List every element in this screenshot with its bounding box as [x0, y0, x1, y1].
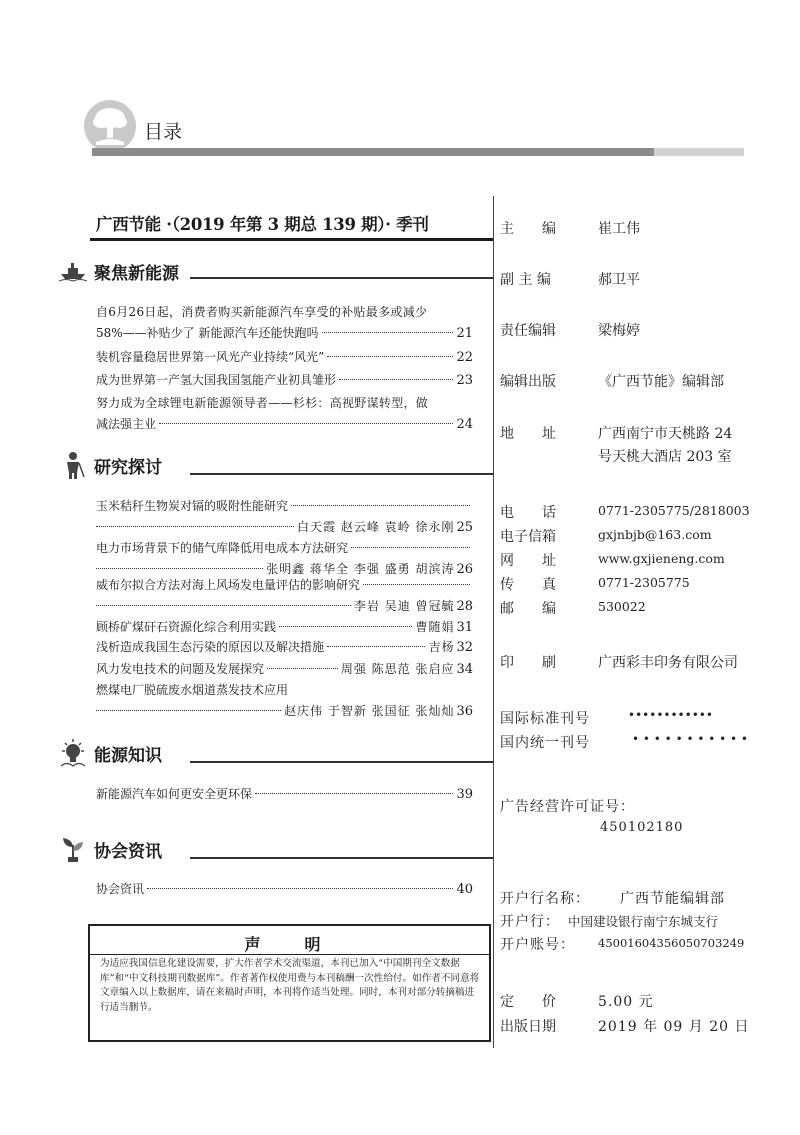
entry-row [96, 637, 473, 658]
header-bar [92, 148, 654, 156]
issn-value: •••••••••••• [628, 708, 713, 722]
entry-authors: 曹随娟 [415, 620, 455, 634]
publisher-label: 编辑出版 [500, 374, 556, 390]
lightbulb-icon [58, 740, 88, 766]
toc-entry[interactable] [96, 617, 473, 638]
entry-title: 电力市场背景下的储气库降低用电成本方法研究 [96, 541, 349, 555]
section-title: 聚焦新能源 [94, 263, 179, 284]
page-number: 40 [456, 882, 473, 897]
notice-text: 为适应我国信息化建设需要，扩大作者学术交流渠道，本刊已加入“中国期刊全文数据库”和“中文科技期刊数据库”。作者著作权使用费与本刊稿酬一次性给付。如作者不同意将文章编入以上数据库，请在来稿时声明，本刊将作适当处理。同时，本刊对部分转摘稿进行适当删节。 [100, 958, 480, 1013]
email-label: 电子信箱 [500, 529, 556, 545]
issue-title: 广西节能 ·（2019 年第 3 期总 139 期）· 季刊 [96, 215, 429, 234]
page-number: 22 [456, 350, 473, 365]
entry-row [96, 575, 473, 596]
pubdate-value: 2019 年 09 月 20 日 [598, 1019, 750, 1035]
dot-leader [327, 356, 453, 357]
page-title: 目录 [144, 121, 183, 143]
dot-leader [363, 584, 470, 585]
entry-title: 装机容量稳居世界第一风光产业持续“风光” [96, 350, 325, 364]
section-header-research [58, 452, 162, 478]
ad-license-label: 广告经营许可证号： [500, 799, 635, 815]
bank-value: 中国建设银行南宁东城支行 [568, 914, 719, 929]
entry-authors: 李岩 吴迪 曾冠毓 [353, 599, 455, 613]
toc-entry[interactable] [96, 538, 473, 580]
publisher-value: 《广西节能》编辑部 [598, 374, 724, 390]
logo-icon [84, 100, 136, 152]
entry-row [96, 323, 473, 344]
responsible-editor-label: 责任编辑 [500, 323, 556, 339]
dot-leader [96, 568, 263, 569]
entry-title: 减法强主业 [96, 417, 157, 431]
section-rule [190, 761, 493, 763]
fax-value: 0771-2305775 [598, 575, 690, 590]
dot-leader [147, 888, 453, 889]
page-number: 31 [456, 620, 473, 635]
email-value[interactable]: gxjnbjb@163.com [598, 527, 712, 542]
section-rule [190, 277, 493, 279]
bank-label: 开户行： [500, 914, 560, 930]
section-header-focus [58, 258, 179, 284]
address-label: 地 址 [500, 426, 556, 442]
page-number: 36 [456, 704, 473, 719]
toc-entry[interactable] [96, 393, 473, 435]
entry-title: 顾桥矿煤矸石资源化综合利用实践 [96, 620, 277, 634]
dot-leader [96, 710, 281, 711]
toc-entry[interactable] [96, 575, 473, 617]
ship-icon [58, 258, 88, 284]
toc-entry[interactable] [96, 302, 473, 344]
page-number: 25 [456, 520, 473, 535]
page-number: 21 [456, 326, 473, 341]
page-number: 39 [456, 787, 473, 802]
entry-authors: 赵庆伟 于智新 张国征 张灿灿 [284, 704, 455, 718]
issn-label: 国际标准刊号 [500, 711, 590, 727]
toc-entry[interactable] [96, 659, 473, 680]
section-header-knowledge [58, 740, 162, 766]
entry-authors: 张明鑫 蒋华全 李强 盛勇 胡滨涛 [266, 562, 455, 576]
website-value[interactable]: www.gxjieneng.com [598, 551, 725, 566]
header-bar-light [654, 148, 744, 156]
zip-label: 邮 编 [500, 601, 556, 617]
toc-entry[interactable] [96, 879, 473, 900]
entry-title: 威布尔拟合方法对海上风场发电量评估的影响研究 [96, 578, 361, 592]
entry-row [96, 596, 473, 617]
pubdate-label: 出版日期 [500, 1019, 556, 1035]
editor-value: 崔工伟 [598, 221, 640, 237]
phone-value: 0771-2305775/2818003 [598, 503, 750, 518]
account-value: 45001604356050703249 [598, 936, 745, 950]
account-label: 开户账号： [500, 937, 575, 953]
website-label: 网 址 [500, 553, 556, 569]
page-number: 23 [456, 373, 473, 388]
bank-name-value: 广西节能编辑部 [620, 891, 725, 907]
ad-license-value: 450102180 [600, 820, 684, 835]
fax-label: 传 真 [500, 577, 556, 593]
page-number: 32 [456, 640, 473, 655]
price-value: 5.00 元 [598, 994, 654, 1010]
toc-entry[interactable] [96, 680, 473, 722]
editor-label: 主 编 [500, 221, 556, 237]
entry-row [96, 659, 473, 680]
dot-leader [351, 547, 470, 548]
notice-title: 声 明 [244, 935, 335, 954]
section-rule [190, 857, 493, 859]
dot-leader [267, 668, 338, 669]
plant-icon [58, 836, 88, 862]
entry-row [96, 680, 473, 701]
entry-row [96, 701, 473, 722]
section-title: 研究探讨 [94, 457, 162, 478]
toc-entry[interactable] [96, 784, 473, 805]
dot-leader [279, 626, 412, 627]
printer-value: 广西彩丰印务有限公司 [598, 655, 738, 671]
dot-leader [339, 379, 453, 380]
entry-row [96, 617, 473, 638]
entry-row [96, 370, 473, 391]
deputy-editor-label: 副 主 编 [500, 272, 551, 288]
issue-divider [90, 238, 493, 241]
cn-value: • • • • • • • • • • • [632, 732, 749, 746]
dot-leader [96, 526, 294, 527]
entry-title: 玉米秸秆生物炭对镉的吸附性能研究 [96, 499, 289, 513]
entry-row [96, 347, 473, 368]
entry-row [96, 538, 473, 559]
bank-name-label: 开户行名称： [500, 891, 590, 907]
entry-row [96, 879, 473, 900]
page-number: 26 [456, 562, 473, 577]
address-line-2: 号天桃大酒店 203 室 [598, 449, 732, 465]
zip-value: 530022 [598, 599, 646, 614]
entry-title: 燃煤电厂脱硫废水烟道蒸发技术应用 [96, 683, 289, 697]
responsible-editor-value: 梁梅婷 [598, 323, 640, 339]
section-title: 能源知识 [94, 745, 162, 766]
toc-entry[interactable] [96, 347, 473, 368]
notice-divider [90, 954, 489, 955]
column-divider [493, 196, 494, 1048]
page-number: 34 [456, 662, 473, 677]
entry-title: 58%——补贴少了 新能源汽车还能快跑吗 [96, 326, 319, 340]
entry-title-line: 努力成为全球锂电新能源领导者——杉杉：高视野谋转型，做 [96, 396, 429, 410]
entry-row [96, 784, 473, 805]
entry-authors: 白天霞 赵云峰 袁岭 徐永刚 [297, 520, 455, 534]
deputy-editor-value: 郝卫平 [598, 272, 640, 288]
notice-box [88, 924, 491, 1042]
entry-authors: 周强 陈思范 张启应 [340, 662, 455, 676]
address-line-1: 广西南宁市天桃路 24 [598, 426, 733, 442]
dot-leader [255, 793, 453, 794]
entry-title: 新能源汽车如何更安全更环保 [96, 787, 253, 801]
dot-leader [327, 646, 425, 647]
entry-row [96, 517, 473, 538]
page-number: 28 [456, 599, 473, 614]
printer-label: 印 刷 [500, 655, 556, 671]
entry-title: 协会资讯 [96, 882, 145, 896]
dot-leader [159, 423, 453, 424]
section-title: 协会资讯 [94, 841, 162, 862]
dot-leader [322, 332, 454, 333]
toc-entry[interactable] [96, 370, 473, 391]
section-rule [190, 473, 493, 475]
page-number: 24 [456, 417, 473, 432]
section-header-association [58, 836, 162, 862]
dot-leader [291, 505, 470, 506]
toc-entry[interactable] [96, 637, 473, 658]
toc-entry[interactable] [96, 496, 473, 538]
entry-title: 浅析造成我国生态污染的原因以及解决措施 [96, 640, 325, 654]
phone-label: 电 话 [500, 505, 556, 521]
entry-row [96, 414, 473, 435]
entry-title-line: 自6月26日起，消费者购买新能源汽车享受的补贴最多或减少 [96, 305, 428, 319]
researcher-icon [58, 452, 88, 478]
entry-row [96, 496, 473, 517]
entry-title: 风力发电技术的问题及发展探究 [96, 662, 265, 676]
entry-authors: 吉杨 [428, 640, 455, 654]
price-label: 定 价 [500, 994, 556, 1010]
dot-leader [96, 605, 351, 606]
entry-title: 成为世界第一产氢大国我国氢能产业初具雏形 [96, 373, 337, 387]
cn-label: 国内统一刊号 [500, 735, 590, 751]
